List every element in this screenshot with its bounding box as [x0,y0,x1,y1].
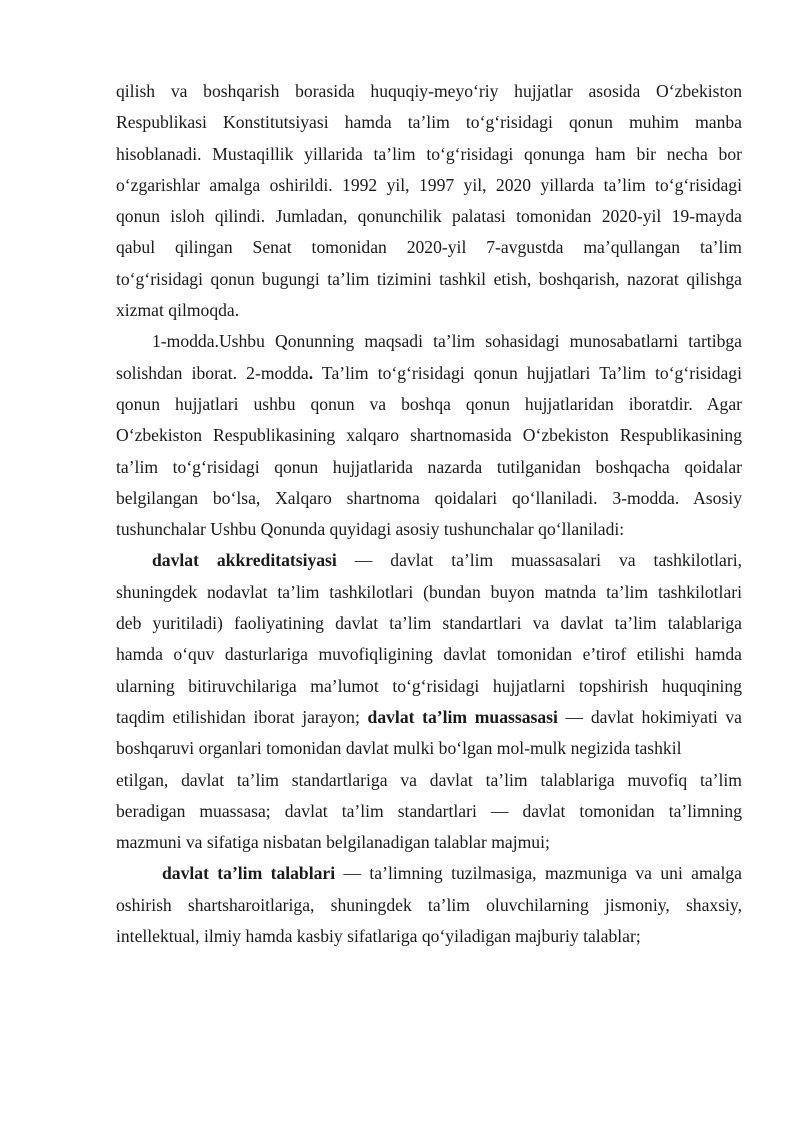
text-line: o‘zgarishlar amalga oshirildi. 1992 yil, 1997 yil, 2020 yillarda ta’lim to‘g‘risidagi [116,174,742,195]
text-line: Respublikasi Konstitutsiyasi hamda ta’lim to‘g‘risidagi qonun muhim manba [116,112,742,133]
text-line: tushunchalar Ushbu Qonunda quyidagi asosiy tushunchalar qo‘llaniladi: [116,519,625,540]
text-line: hisoblanadi. Mustaqillik yillarida ta’lim to‘g‘risidagi qonunga ham bir necha bor [116,143,742,164]
text-line: deb yuritiladi) faoliyatining davlat ta’lim standartlari va davlat ta’lim talablariga [116,613,742,634]
paragraph-talablar [116,858,742,952]
document-body [116,76,742,952]
term-davlat-akkreditatsiyasi: davlat akkreditatsiyasi [152,550,337,571]
text-line: qabul qilingan Senat tomonidan 2020-yil 7-avgustda ma’qullangan ta’lim [116,237,742,258]
text-line [116,545,742,576]
text-line: qilish va boshqarish borasida huquqiy-meyo‘riy hujjatlar asosida O‘zbekiston [116,81,742,101]
text-fragment: Ta’lim to‘g‘risidagi qonun hujjatlari Ta’lim to‘g‘risidagi [313,362,742,383]
text-line [116,858,742,889]
text-fragment: solishdan iborat. 2-modda [116,362,309,383]
text-fragment: — davlat ta’lim muassasalari va tashkilotlari, [336,550,742,571]
text-line: oshirish shartsharoitlariga, shuningdek ta’lim oluvchilarning jismoniy, shaxsiy, [116,894,742,915]
text-line: mazmuni va sifatiga nisbatan belgilanadigan talablar majmui; [116,832,550,853]
text-line: boshqaruvi organlari tomonidan davlat mulki bo‘lgan mol-mulk negizida tashkil [116,738,682,759]
text-line: hamda o‘quv dasturlariga muvofiqligining davlat tomonidan e’tirof etilishi hamda [116,644,742,665]
text-line: intellektual, ilmiy hamda kasbiy sifatlariga qo‘yiladigan majburiy talablar; [116,926,641,947]
term-davlat-talim-muassasasi: davlat ta’lim muassasasi [367,706,558,727]
text-line: ta’lim to‘g‘risidagi qonun hujjatlarida nazarda tutilganidan boshqacha qoidalar [116,456,742,477]
text-line: xizmat qilmoqda. [116,300,240,321]
term-davlat-talim-talablari: davlat ta’lim talablari [162,863,336,884]
text-fragment: — davlat hokimiyati va [557,706,742,727]
text-line: qonun hujjatlari ushbu qonun va boshqa qonun hujjatlaridan iboratdir. Agar [116,393,742,414]
text-line: shuningdek nodavlat ta’lim tashkilotlari (bundan buyon matnda ta’lim tashkilotlari [116,581,742,602]
text-line: 1-modda.Ushbu Qonunning maqsadi ta’lim sohasidagi munosabatlarni tartibga [152,331,742,352]
text-line [116,702,742,733]
text-line [116,358,742,389]
text-line: beradigan muassasa; davlat ta’lim standartlari — davlat tomonidan ta’limning [116,800,742,821]
text-line: qonun isloh qilindi. Jumladan, qonunchilik palatasi tomonidan 2020-yil 19-mayda [116,206,742,227]
text-line: to‘g‘risidagi qonun bugungi ta’lim tizimini tashkil etish, boshqarish, nazorat qilishga [116,268,742,289]
paragraph-modda [116,326,742,545]
bold-fragment: . [308,362,314,383]
paragraph-intro [116,76,742,326]
paragraph-akkreditatsiya [116,545,742,858]
text-line: ularning bitiruvchilariga ma’lumot to‘g‘risidagi hujjatlarni topshirish huquqining [116,675,742,696]
text-fragment: taqdim etilishidan iborat jarayon; [116,706,368,727]
text-line: O‘zbekiston Respublikasining xalqaro shartnomasida O‘zbekiston Respublikasining [116,425,742,446]
text-line: etilgan, davlat ta’lim standartlariga va davlat ta’lim talablariga muvofiq ta’lim [116,769,742,790]
text-line: belgilangan bo‘lsa, Xalqaro shartnoma qoidalari qo‘llaniladi. 3-modda. Asosiy [116,487,742,508]
text-fragment: — ta’limning tuzilmasiga, mazmuniga va uni amalga [335,863,742,884]
